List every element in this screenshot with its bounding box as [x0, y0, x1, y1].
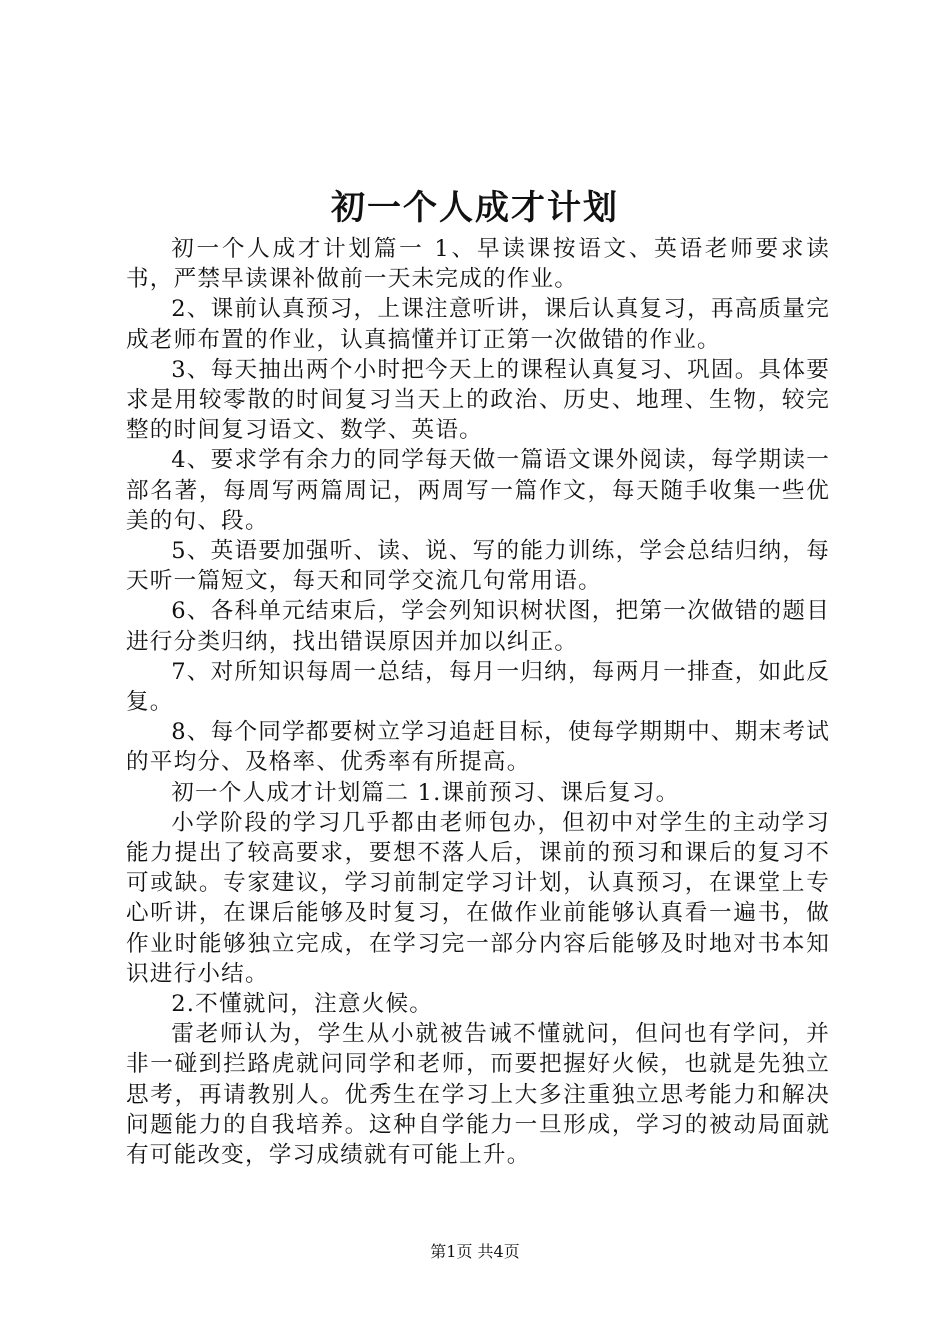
document-title: 初一个人成才计划: [331, 188, 619, 228]
paragraph: 雷老师认为，学生从小就被告诫不懂就问，但问也有学问，并非一碰到拦路虎就问同学和老师，而要把握好火候，也就是先独立思考，再请教别人。优秀生在学习上大多注重独立思考能力和解决问题能力的自我培养。这种自学能力一旦形成，学习的被动局面就有可能改变，学习成绩就有可能上升。: [126, 1021, 830, 1169]
paragraph: 6、各科单元结束后，学会列知识树状图，把第一次做错的题目进行分类归纳，找出错误原因并加以纠正。: [126, 598, 830, 655]
paragraph: 4、要求学有余力的同学每天做一篇语文课外阅读，每学期读一部名著，每周写两篇周记，两周写一篇作文，每天随手收集一些优美的句、段。: [126, 447, 830, 534]
paragraph: 8、每个同学都要树立学习追赶目标，使每学期期中、期末考试的平均分、及格率、优秀率有所提高。: [126, 719, 830, 776]
paragraph: 5、英语要加强听、读、说、写的能力训练，学会总结归纳，每天听一篇短文，每天和同学交流几句常用语。: [126, 538, 830, 595]
paragraph: 小学阶段的学习几乎都由老师包办，但初中对学生的主动学习能力提出了较高要求，要想不落人后，课前的预习和课后的复习不可或缺。专家建议，学习前制定学习计划，认真预习，在课堂上专心听讲，在课后能够及时复习，在做作业前能够认真看一遍书，做作业时能够独立完成，在学习完一部分内容后能够及时地对书本知识进行小结。: [126, 809, 830, 987]
document-body: [126, 234, 830, 1170]
section-heading: 2.不懂就问，注意火候。: [171, 991, 434, 1018]
section-heading: 初一个人成才计划篇二 1.课前预习、课后复习。: [171, 779, 680, 806]
paragraph: 初一个人成才计划篇一 1、早读课按语文、英语老师要求读书，严禁早读课补做前一天未完成的作业。: [126, 236, 830, 293]
paragraph: 2、课前认真预习，上课注意听讲，课后认真复习，再高质量完成老师布置的作业，认真搞懂并订正第一次做错的作业。: [126, 296, 830, 353]
paragraph: 3、每天抽出两个小时把今天上的课程认真复习、巩固。具体要求是用较零散的时间复习当天上的政治、历史、地理、生物，较完整的时间复习语文、数学、英语。: [126, 356, 830, 444]
page-footer: 第1页 共4页: [430, 1242, 520, 1261]
paragraph: 7、对所知识每周一总结，每月一归纳，每两月一排查，如此反复。: [126, 658, 830, 716]
